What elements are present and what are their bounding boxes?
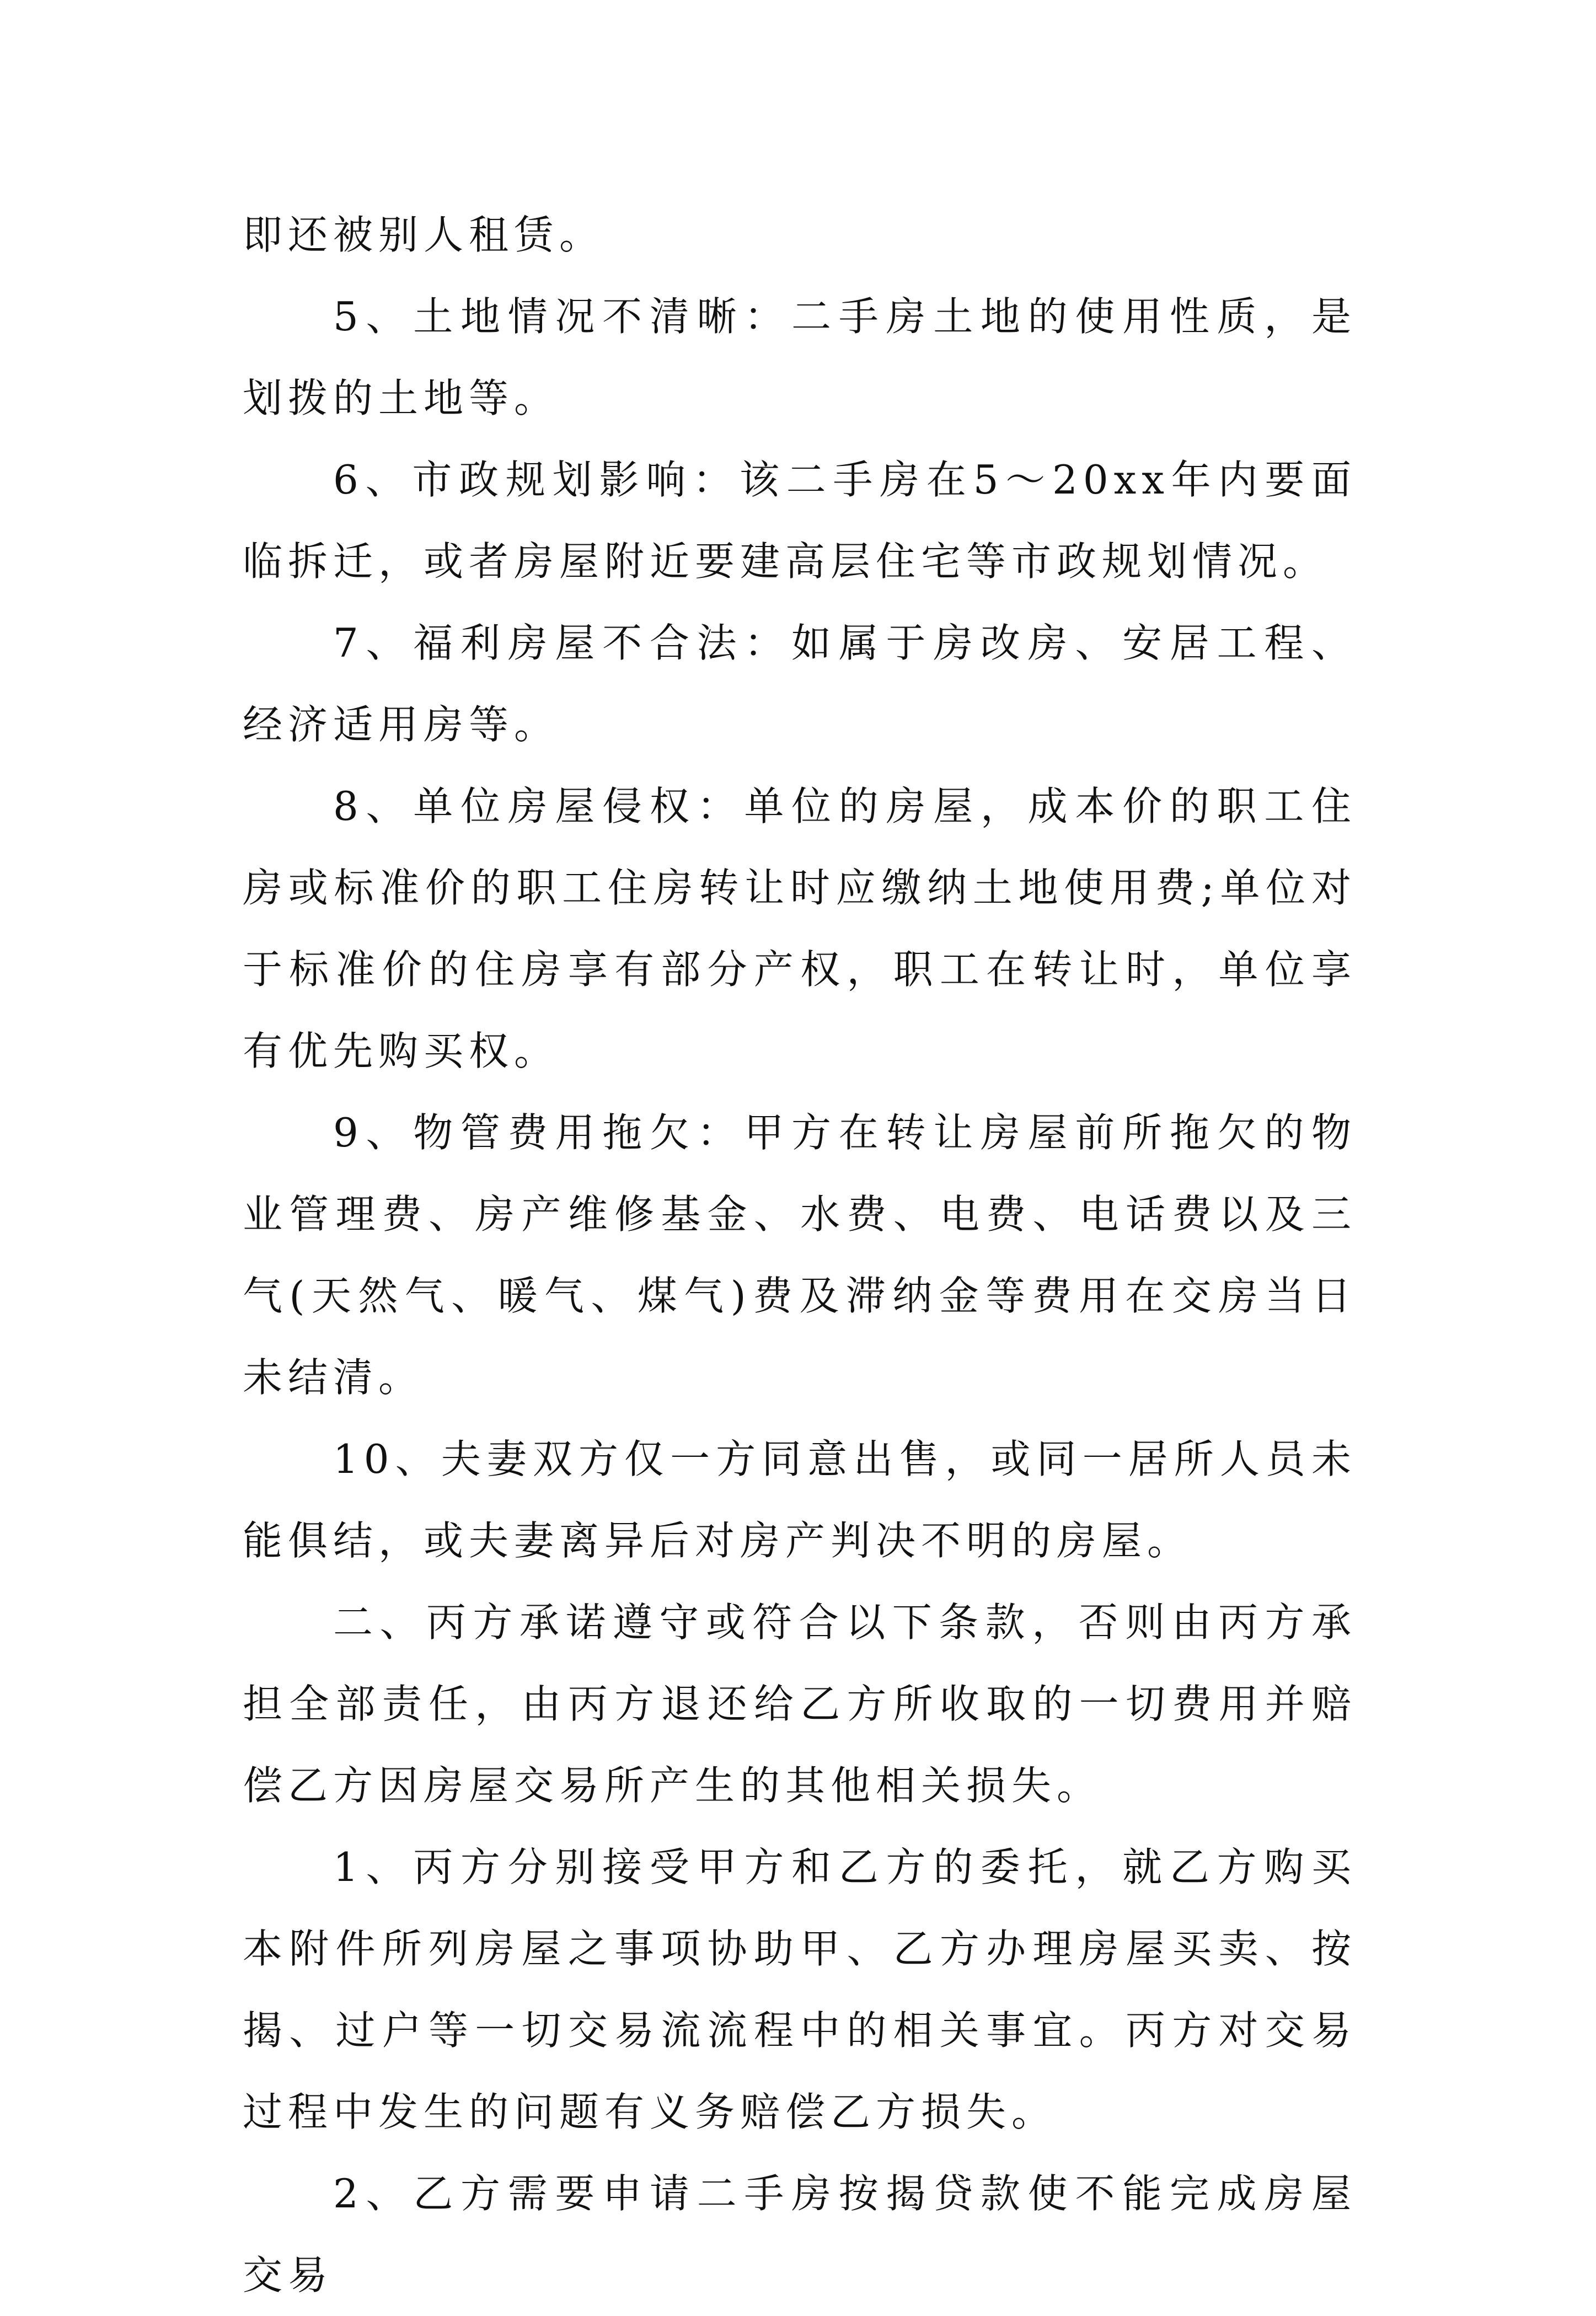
paragraph-section2-item-1: 1、丙方分别接受甲方和乙方的委托，就乙方购买本附件所列房屋之事项协助甲、乙方办理房屋买卖、按揭、过户等一切交易流流程中的相关事宜。丙方对交易过程中发生的问题有义务赔偿乙方损失。 (243, 1844, 1357, 2135)
document-body (243, 194, 1357, 2316)
paragraph-item-9: 9、物管费用拖欠：甲方在转让房屋前所拖欠的物业管理费、房产维修基金、水费、电费、电话费以及三气(天然气、暖气、煤气)费及滞纳金等费用在交房当日未结清。 (243, 1109, 1357, 1401)
paragraph-item-5: 5、土地情况不清晰：二手房土地的使用性质，是划拨的土地等。 (243, 293, 1357, 421)
section-heading-2: 二、丙方承诺遵守或符合以下条款，否则由丙方承担全部责任，由丙方退还给乙方所收取的一切费用并赔偿乙方因房屋交易所产生的其他相关损失。 (243, 1599, 1357, 1809)
paragraph-item-6: 6、市政规划影响：该二手房在5～20xx年内要面临拆迁，或者房屋附近要建高层住宅等市政规划情况。 (243, 457, 1357, 585)
paragraph-item-7: 7、福利房屋不合法：如属于房改房、安居工程、经济适用房等。 (243, 620, 1357, 748)
paragraph-item-8: 8、单位房屋侵权：单位的房屋，成本价的职工住房或标准价的职工住房转让时应缴纳土地使用费;单位对于标准价的住房享有部分产权，职工在转让时，单位享有优先购买权。 (243, 783, 1357, 1074)
paragraph-item-10: 10、夫妻双方仅一方同意出售，或同一居所人员未能俱结，或夫妻离异后对房产判决不明的房屋。 (243, 1436, 1357, 1564)
paragraph-continuation: 即还被别人租赁。 (243, 212, 605, 258)
paragraph-section2-item-2: 2、乙方需要申请二手房按揭贷款使不能完成房屋交易 (243, 2170, 1357, 2298)
